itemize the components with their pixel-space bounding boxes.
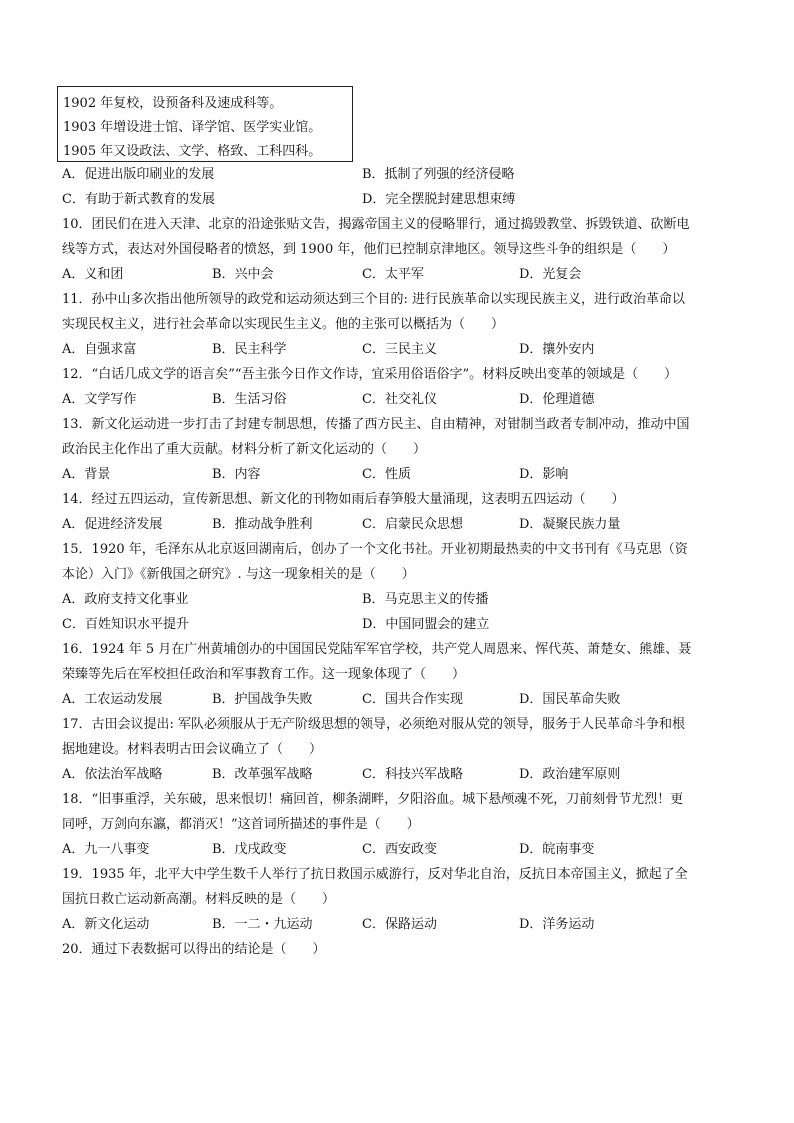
q10-stem: 线等方式，表达对外国侵略者的愤怒，到 1900 年，他们已控制京津地区。领导这些斗争的组织是（ ） xyxy=(62,242,676,257)
q10-option-c[interactable]: C．太平军 xyxy=(362,267,424,282)
q15-option-a[interactable]: A．政府支持文化事业 xyxy=(62,592,189,607)
q17-option-c[interactable]: C．科技兴军战略 xyxy=(362,767,463,782)
q19-stem: 国抗日救亡运动新高潮。材料反映的是（ ） xyxy=(62,892,336,907)
q14-stem: 14．经过五四运动，宣传新思想、新文化的刊物如雨后春笋般大量涌现，这表明五四运动（ ） xyxy=(62,492,625,507)
q12-option-d[interactable]: D．伦理道德 xyxy=(519,392,595,407)
q13-stem: 政治民主化作出了重大贡献。材料分析了新文化运动的（ ） xyxy=(62,442,427,457)
q19-option-c[interactable]: C．保路运动 xyxy=(362,917,437,932)
excerpt-line: 1903 年增设进士馆、译学馆、医学实业馆。 xyxy=(63,120,322,135)
q11-option-c[interactable]: C．三民主义 xyxy=(362,342,437,357)
q17-option-a[interactable]: A．依法治军战略 xyxy=(62,767,163,782)
q18-stem: 同呼，万剑向东瀛，都消灭！”这首词所描述的事件是（ ） xyxy=(62,817,420,832)
q16-option-c[interactable]: C．国共合作实现 xyxy=(362,692,463,707)
q11-stem: 实现民权主义，进行社会革命以实现民生主义。他的主张可以概括为（ ） xyxy=(62,317,505,332)
q9-option-d[interactable]: D．完全摆脱封建思想束缚 xyxy=(362,192,516,207)
q18-option-a[interactable]: A．九一八事变 xyxy=(62,842,150,857)
q11-option-d[interactable]: D．攘外安内 xyxy=(519,342,595,357)
q11-option-a[interactable]: A．自强求富 xyxy=(62,342,137,357)
q18-option-d[interactable]: D．皖南事变 xyxy=(519,842,595,857)
q9-option-b[interactable]: B．抵制了列强的经济侵略 xyxy=(362,167,515,182)
q16-stem: 16．1924 年 5 月在广州黄埔创办的中国国民党陆军军官学校，共产党人周恩来、恽代英、萧楚女、熊雄、聂 xyxy=(62,642,692,657)
q10-option-a[interactable]: A．义和团 xyxy=(62,267,124,282)
q10-stem: 10．团民们在进入天津、北京的沿途张贴文告，揭露帝国主义的侵略罪行，通过捣毁教堂、拆毁铁道、砍断电 xyxy=(62,217,690,232)
q16-option-b[interactable]: B．护国战争失败 xyxy=(212,692,313,707)
q12-option-c[interactable]: C．社交礼仪 xyxy=(362,392,437,407)
q20-stem: 20．通过下表数据可以得出的结论是（ ） xyxy=(62,942,326,957)
q9-option-a[interactable]: A．促进出版印刷业的发展 xyxy=(62,167,215,182)
q16-option-d[interactable]: D．国民革命失败 xyxy=(519,692,621,707)
q14-option-d[interactable]: D．凝聚民族力量 xyxy=(519,517,621,532)
q15-option-b[interactable]: B．马克思主义的传播 xyxy=(362,592,489,607)
q14-option-c[interactable]: C．启蒙民众思想 xyxy=(362,517,463,532)
q19-stem: 19．1935 年，北平大中学生数千人举行了抗日救国示威游行，反对华北自治，反抗日本帝国主义，掀起了全 xyxy=(62,867,688,882)
q16-option-a[interactable]: A．工农运动发展 xyxy=(62,692,163,707)
q13-option-c[interactable]: C．性质 xyxy=(362,467,411,482)
q13-option-a[interactable]: A．背景 xyxy=(62,467,111,482)
q9-option-c[interactable]: C．有助于新式教育的发展 xyxy=(62,192,215,207)
q17-stem: 据地建设。材料表明古田会议确立了（ ） xyxy=(62,742,323,757)
q19-option-b[interactable]: B．一二・九运动 xyxy=(212,917,313,932)
q13-option-d[interactable]: D．影响 xyxy=(519,467,569,482)
q11-option-b[interactable]: B．民主科学 xyxy=(212,342,287,357)
q13-option-b[interactable]: B．内容 xyxy=(212,467,261,482)
historical-excerpt-box xyxy=(57,86,353,162)
q15-option-d[interactable]: D．中国同盟会的建立 xyxy=(362,617,490,632)
q10-option-b[interactable]: B．兴中会 xyxy=(212,267,274,282)
q12-option-b[interactable]: B．生活习俗 xyxy=(212,392,287,407)
q19-option-a[interactable]: A．新文化运动 xyxy=(62,917,150,932)
q12-stem: 12．“白话几成文学的语言矣”“吾主张今日作文作诗，宜采用俗语俗字”。材料反映出变革的领域是（ ） xyxy=(62,367,678,382)
q10-option-d[interactable]: D．光复会 xyxy=(519,267,582,282)
q11-stem: 11．孙中山多次指出他所领导的政党和运动须达到三个目的: 进行民族革命以实现民族主义，进行政治革命以 xyxy=(62,292,686,307)
q19-option-d[interactable]: D．洋务运动 xyxy=(519,917,595,932)
excerpt-line: 1902 年复校，设预备科及速成科等。 xyxy=(63,96,283,111)
q12-option-a[interactable]: A．文学写作 xyxy=(62,392,137,407)
q18-option-b[interactable]: B．戊戌政变 xyxy=(212,842,287,857)
q18-stem: 18．“旧事重浮，关东破，思来恨切！痛回首，柳条湖畔，夕阳浴血。城下悬颅魂不死，刀前刻骨节尤烈！更 xyxy=(62,792,684,807)
q15-stem: 本论）入门》《新俄国之研究》. 与这一现象相关的是（ ） xyxy=(62,567,415,582)
q17-stem: 17．古田会议提出: 军队必须服从于无产阶级思想的领导，必须绝对服从党的领导，服务于人民革命斗争和根 xyxy=(62,717,686,732)
q15-stem: 15．1920 年，毛泽东从北京返回湖南后，创办了一个文化书社。开业初期最热卖的中文书刊有《马克思（资 xyxy=(62,542,688,557)
q17-option-d[interactable]: D．政治建军原则 xyxy=(519,767,621,782)
q17-option-b[interactable]: B．改革强军战略 xyxy=(212,767,313,782)
q14-option-b[interactable]: B．推动战争胜利 xyxy=(212,517,313,532)
q18-option-c[interactable]: C．西安政变 xyxy=(362,842,437,857)
q16-stem: 荣臻等先后在军校担任政治和军事教育工作。这一现象体现了（ ） xyxy=(62,667,466,682)
excerpt-line: 1905 年又设政法、文学、格致、工科四科。 xyxy=(63,144,322,159)
q14-option-a[interactable]: A．促进经济发展 xyxy=(62,517,163,532)
q15-option-c[interactable]: C．百姓知识水平提升 xyxy=(62,617,189,632)
q13-stem: 13．新文化运动进一步打击了封建专制思想，传播了西方民主、自由精神，对钳制当政者专制冲动，推动中国 xyxy=(62,417,690,432)
